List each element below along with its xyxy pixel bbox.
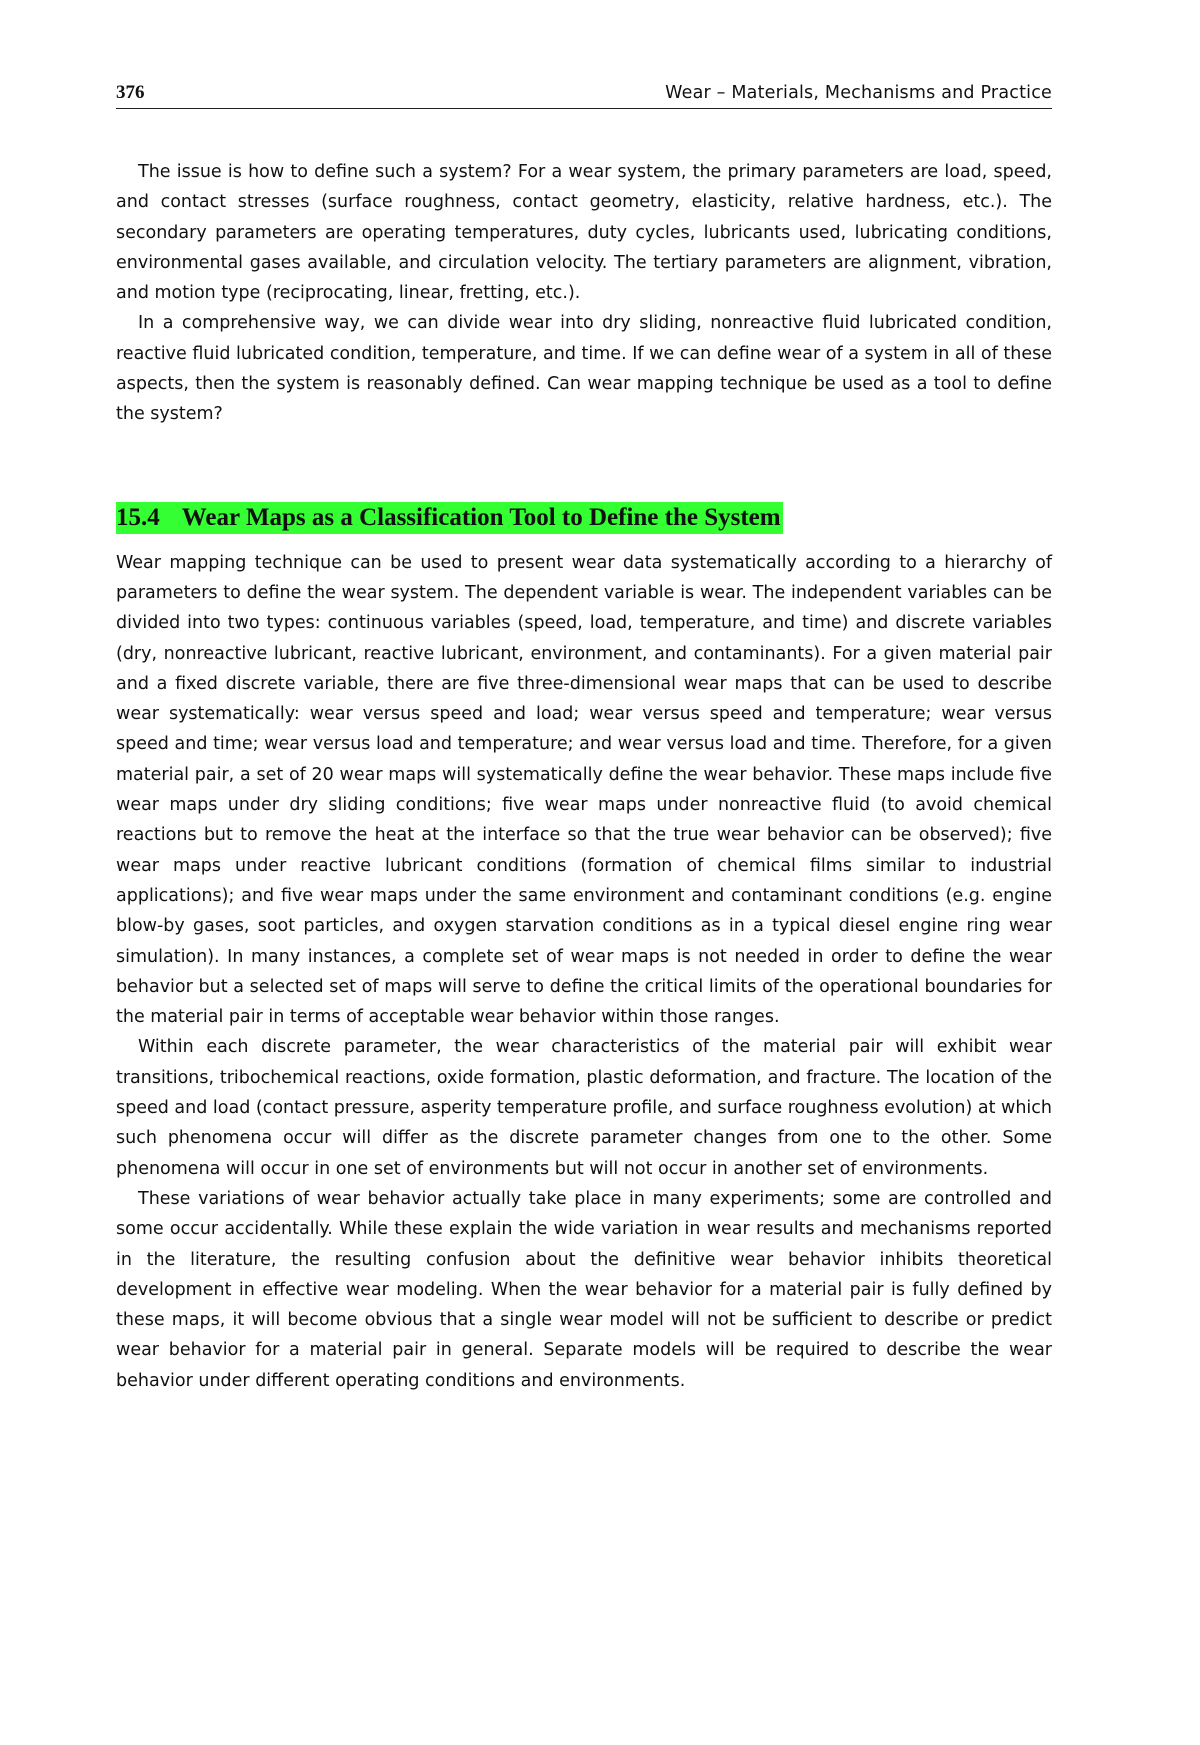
book-page <box>116 82 1052 1396</box>
paragraph: These variations of wear behavior actually take place in many experiments; some are controlled and some occur accidentally. While these explain the wide variation in wear results and mechanisms reported in the literature, the resulting confusion about the definitive wear behavior inhibits theoretical development in effective wear modeling. When the wear behavior for a material pair is fully defined by these maps, it will become obvious that a single wear model will not be sufficient to describe or predict wear behavior for a material pair in general. Separate models will be required to describe the wear behavior under different operating conditions and environments. <box>116 1188 1052 1391</box>
paragraph: In a comprehensive way, we can divide wear into dry sliding, nonreactive fluid lubricated condition, reactive fluid lubricated condition, temperature, and time. If we can define wear of a system in all of these aspects, then the system is reasonably defined. Can wear mapping technique be used as a tool to define the system? <box>116 313 1052 425</box>
section-heading-row <box>116 502 1052 536</box>
paragraph: The issue is how to define such a system? For a wear system, the primary parameters are load, speed, and contact stresses (surface roughness, contact geometry, elasticity, relative hardness, etc.). The secondary parameters are operating temperatures, duty cycles, lubricants used, lubricating conditions, environmental gases available, and circulation velocity. The tertiary parameters are alignment, vibration, and motion type (reciprocating, linear, fretting, etc.). <box>116 162 1052 304</box>
section-heading <box>116 502 783 534</box>
page-number: 376 <box>116 82 145 103</box>
book-title: Wear – Materials, Mechanisms and Practice <box>665 83 1052 103</box>
section-body <box>116 548 1052 1396</box>
intro-text <box>116 157 1052 430</box>
running-header <box>116 82 1052 109</box>
paragraph: Within each discrete parameter, the wear characteristics of the material pair will exhibit wear transitions, tribochemical reactions, oxide formation, plastic deformation, and fracture. The location of the speed and load (contact pressure, asperity temperature profile, and surface roughness evolution) at which such phenomena occur will differ as the discrete parameter changes from one to the other. Some phenomena will occur in one set of environments but will not occur in another set of environments. <box>116 1037 1053 1179</box>
section-number: 15.4 <box>116 503 160 531</box>
paragraph: Wear mapping technique can be used to present wear data systematically according to a hierarchy of parameters to define the wear system. The dependent variable is wear. The independent variables can be divided into two types: continuous variables (speed, load, temperature, and time) and discrete variables (dry, nonreactive lubricant, reactive lubricant, environment, and contaminants). For a given material pair and a fixed discrete variable, there are five three-dimensional wear maps that can be used to describe wear systematically: wear versus speed and load; wear versus speed and temperature; wear versus speed and time; wear versus load and temperature; and wear versus load and time. Therefore, for a given material pair, a set of 20 wear maps will systematically define the wear behavior. These maps include five wear maps under dry sliding conditions; five wear maps under nonreactive fluid (to avoid chemical reactions but to remove the heat at the interface so that the true wear behavior can be observed); five wear maps under reactive lubricant conditions (formation of chemical films similar to industrial applications); and five wear maps under the same environment and contaminant conditions (e.g. engine blow-by gases, soot particles, and oxygen starvation conditions as in a typical diesel engine ring wear simulation). In many instances, a complete set of wear maps is not needed in order to define the wear behavior but a selected set of maps will serve to define the critical limits of the operational boundaries for the material pair in terms of acceptable wear behavior within those ranges. <box>116 552 1052 1028</box>
section-title: Wear Maps as a Classification Tool to Define the System <box>181 503 781 531</box>
